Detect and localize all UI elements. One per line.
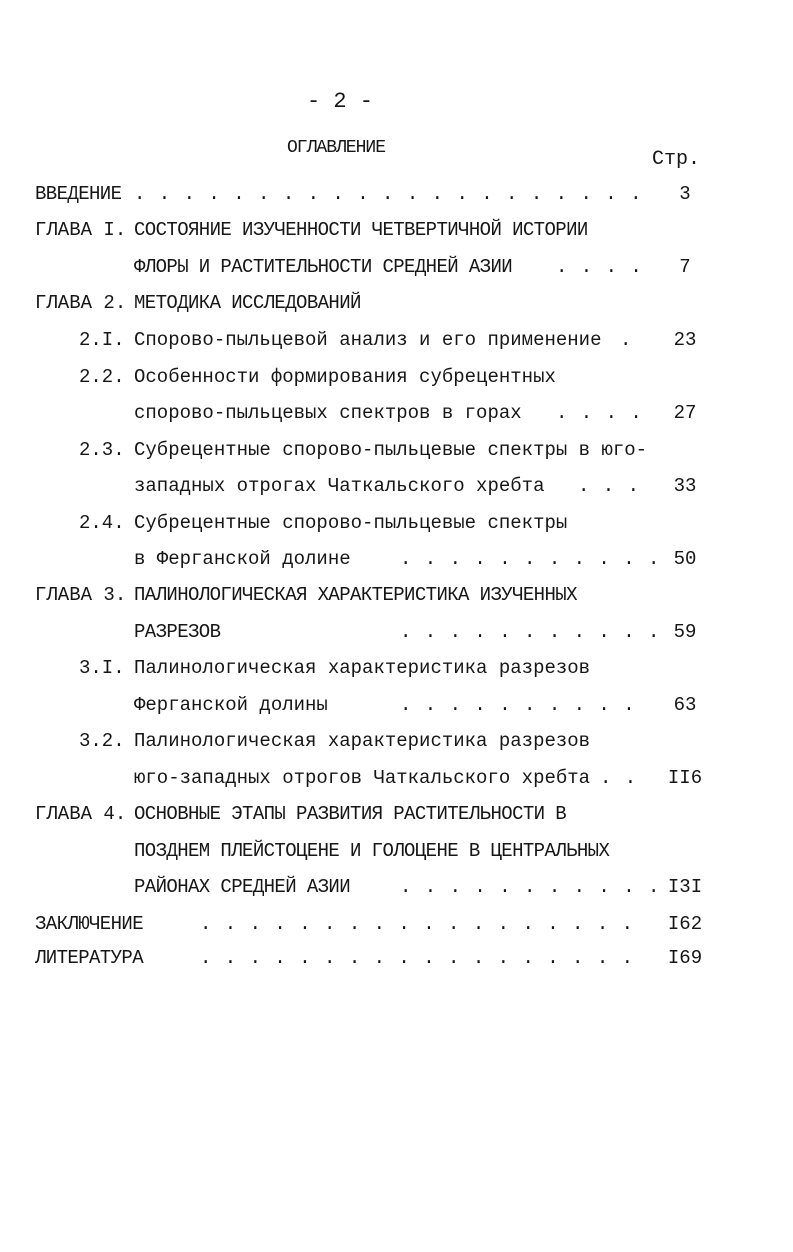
toc-conclusion-label: ЗАКЛЮЧЕНИЕ (35, 913, 144, 935)
toc-ch1-title-line2: ФЛОРЫ И РАСТИТЕЛЬНОСТИ СРЕДНЕЙ АЗИИ (134, 256, 513, 278)
toc-s24-number: 2.4. (79, 512, 125, 534)
toc-literature-leader: . . . . . . . . . . . . . . . . . . (200, 947, 635, 969)
toc-s32-title-line1: Палинологическая характеристика разрезов (134, 730, 591, 752)
toc-s24-title-line1: Субрецентные спорово-пыльцевые спектры (134, 512, 568, 534)
toc-s32-page: II6 (667, 767, 703, 789)
toc-literature-page: I69 (667, 947, 703, 969)
toc-s22-page: 27 (673, 402, 697, 424)
toc-ch4-page: I3I (667, 876, 703, 898)
toc-s32-title-line2: юго-западных отрогов Чаткальского хребта (134, 767, 591, 789)
toc-s21-page: 23 (673, 329, 697, 351)
toc-ch3-title-line1: ПАЛИНОЛОГИЧЕСКАЯ ХАРАКТЕРИСТИКА ИЗУЧЕННЫХ (134, 584, 577, 606)
toc-s31-title-line2: Ферганской долины (134, 694, 328, 716)
toc-s23-title-line2: западных отрогах Чаткальского хребта (134, 475, 545, 497)
toc-conclusion-page: I62 (667, 913, 703, 935)
toc-s32-number: 3.2. (79, 730, 125, 752)
toc-ch4-prefix: ГЛАВА 4. (35, 803, 127, 825)
toc-s31-leader: . . . . . . . . . . (400, 694, 636, 716)
page-column-label: Стр. (652, 148, 701, 171)
toc-ch3-prefix: ГЛАВА 3. (35, 584, 127, 606)
toc-conclusion-leader: . . . . . . . . . . . . . . . . . . (200, 913, 635, 935)
toc-s21-leader: . (620, 329, 633, 351)
toc-ch2-prefix: ГЛАВА 2. (35, 292, 127, 314)
toc-ch3-page: 59 (673, 621, 697, 643)
toc-s23-leader: . . . (578, 475, 641, 497)
toc-s24-leader: . . . . . . . . . . . (400, 548, 661, 570)
toc-s31-number: 3.I. (79, 657, 125, 679)
toc-intro-leader: . . . . . . . . . . . . . . . . . . . . . (134, 183, 643, 205)
toc-ch1-page: 7 (679, 256, 691, 278)
toc-ch4-title-line1: ОСНОВНЫЕ ЭТАПЫ РАЗВИТИЯ РАСТИТЕЛЬНОСТИ В (134, 803, 567, 825)
page-number: - 2 - (306, 89, 373, 114)
toc-literature-label: ЛИТЕРАТУРА (35, 947, 144, 969)
toc-s21-title: Спорово-пыльцевой анализ и его применение (134, 329, 602, 351)
toc-s22-number: 2.2. (79, 366, 125, 388)
toc-intro-label: ВВЕДЕНИЕ (35, 183, 122, 205)
toc-ch3-title-line2: РАЗРЕЗОВ (134, 621, 221, 643)
toc-ch4-title-line2: ПОЗДНЕМ ПЛЕЙСТОЦЕНЕ И ГОЛОЦЕНЕ В ЦЕНТРАЛЬНЫХ (134, 840, 610, 862)
toc-s24-page: 50 (673, 548, 697, 570)
toc-intro-page: 3 (679, 183, 691, 205)
toc-heading: ОГЛАВЛЕНИЕ (287, 138, 386, 158)
toc-s22-title-line1: Особенности формирования субрецентных (134, 366, 556, 388)
toc-ch2-title: МЕТОДИКА ИССЛЕДОВАНИЙ (134, 292, 361, 314)
toc-s24-title-line2: в Ферганской долине (134, 548, 351, 570)
toc-s21-number: 2.I. (79, 329, 125, 351)
toc-s32-leader: . . (600, 767, 638, 789)
toc-s31-page: 63 (673, 694, 697, 716)
toc-s23-page: 33 (673, 475, 697, 497)
toc-ch4-title-line3: РАЙОНАХ СРЕДНЕЙ АЗИИ (134, 876, 351, 898)
toc-ch1-title-line1: СОСТОЯНИЕ ИЗУЧЕННОСТИ ЧЕТВЕРТИЧНОЙ ИСТОРИИ (134, 219, 588, 241)
toc-s31-title-line1: Палинологическая характеристика разрезов (134, 657, 591, 679)
toc-ch1-prefix: ГЛАВА I. (35, 219, 127, 241)
toc-ch3-leader: . . . . . . . . . . . (400, 621, 661, 643)
toc-s22-title-line2: спорово-пыльцевых спектров в горах (134, 402, 522, 424)
toc-ch4-leader: . . . . . . . . . . . (400, 876, 661, 898)
toc-s23-title-line1: Субрецентные спорово-пыльцевые спектры в юго- (134, 439, 648, 461)
toc-s22-leader: . . . . (556, 402, 643, 424)
toc-ch1-leader: . . . . (556, 256, 643, 278)
toc-s23-number: 2.3. (79, 439, 125, 461)
